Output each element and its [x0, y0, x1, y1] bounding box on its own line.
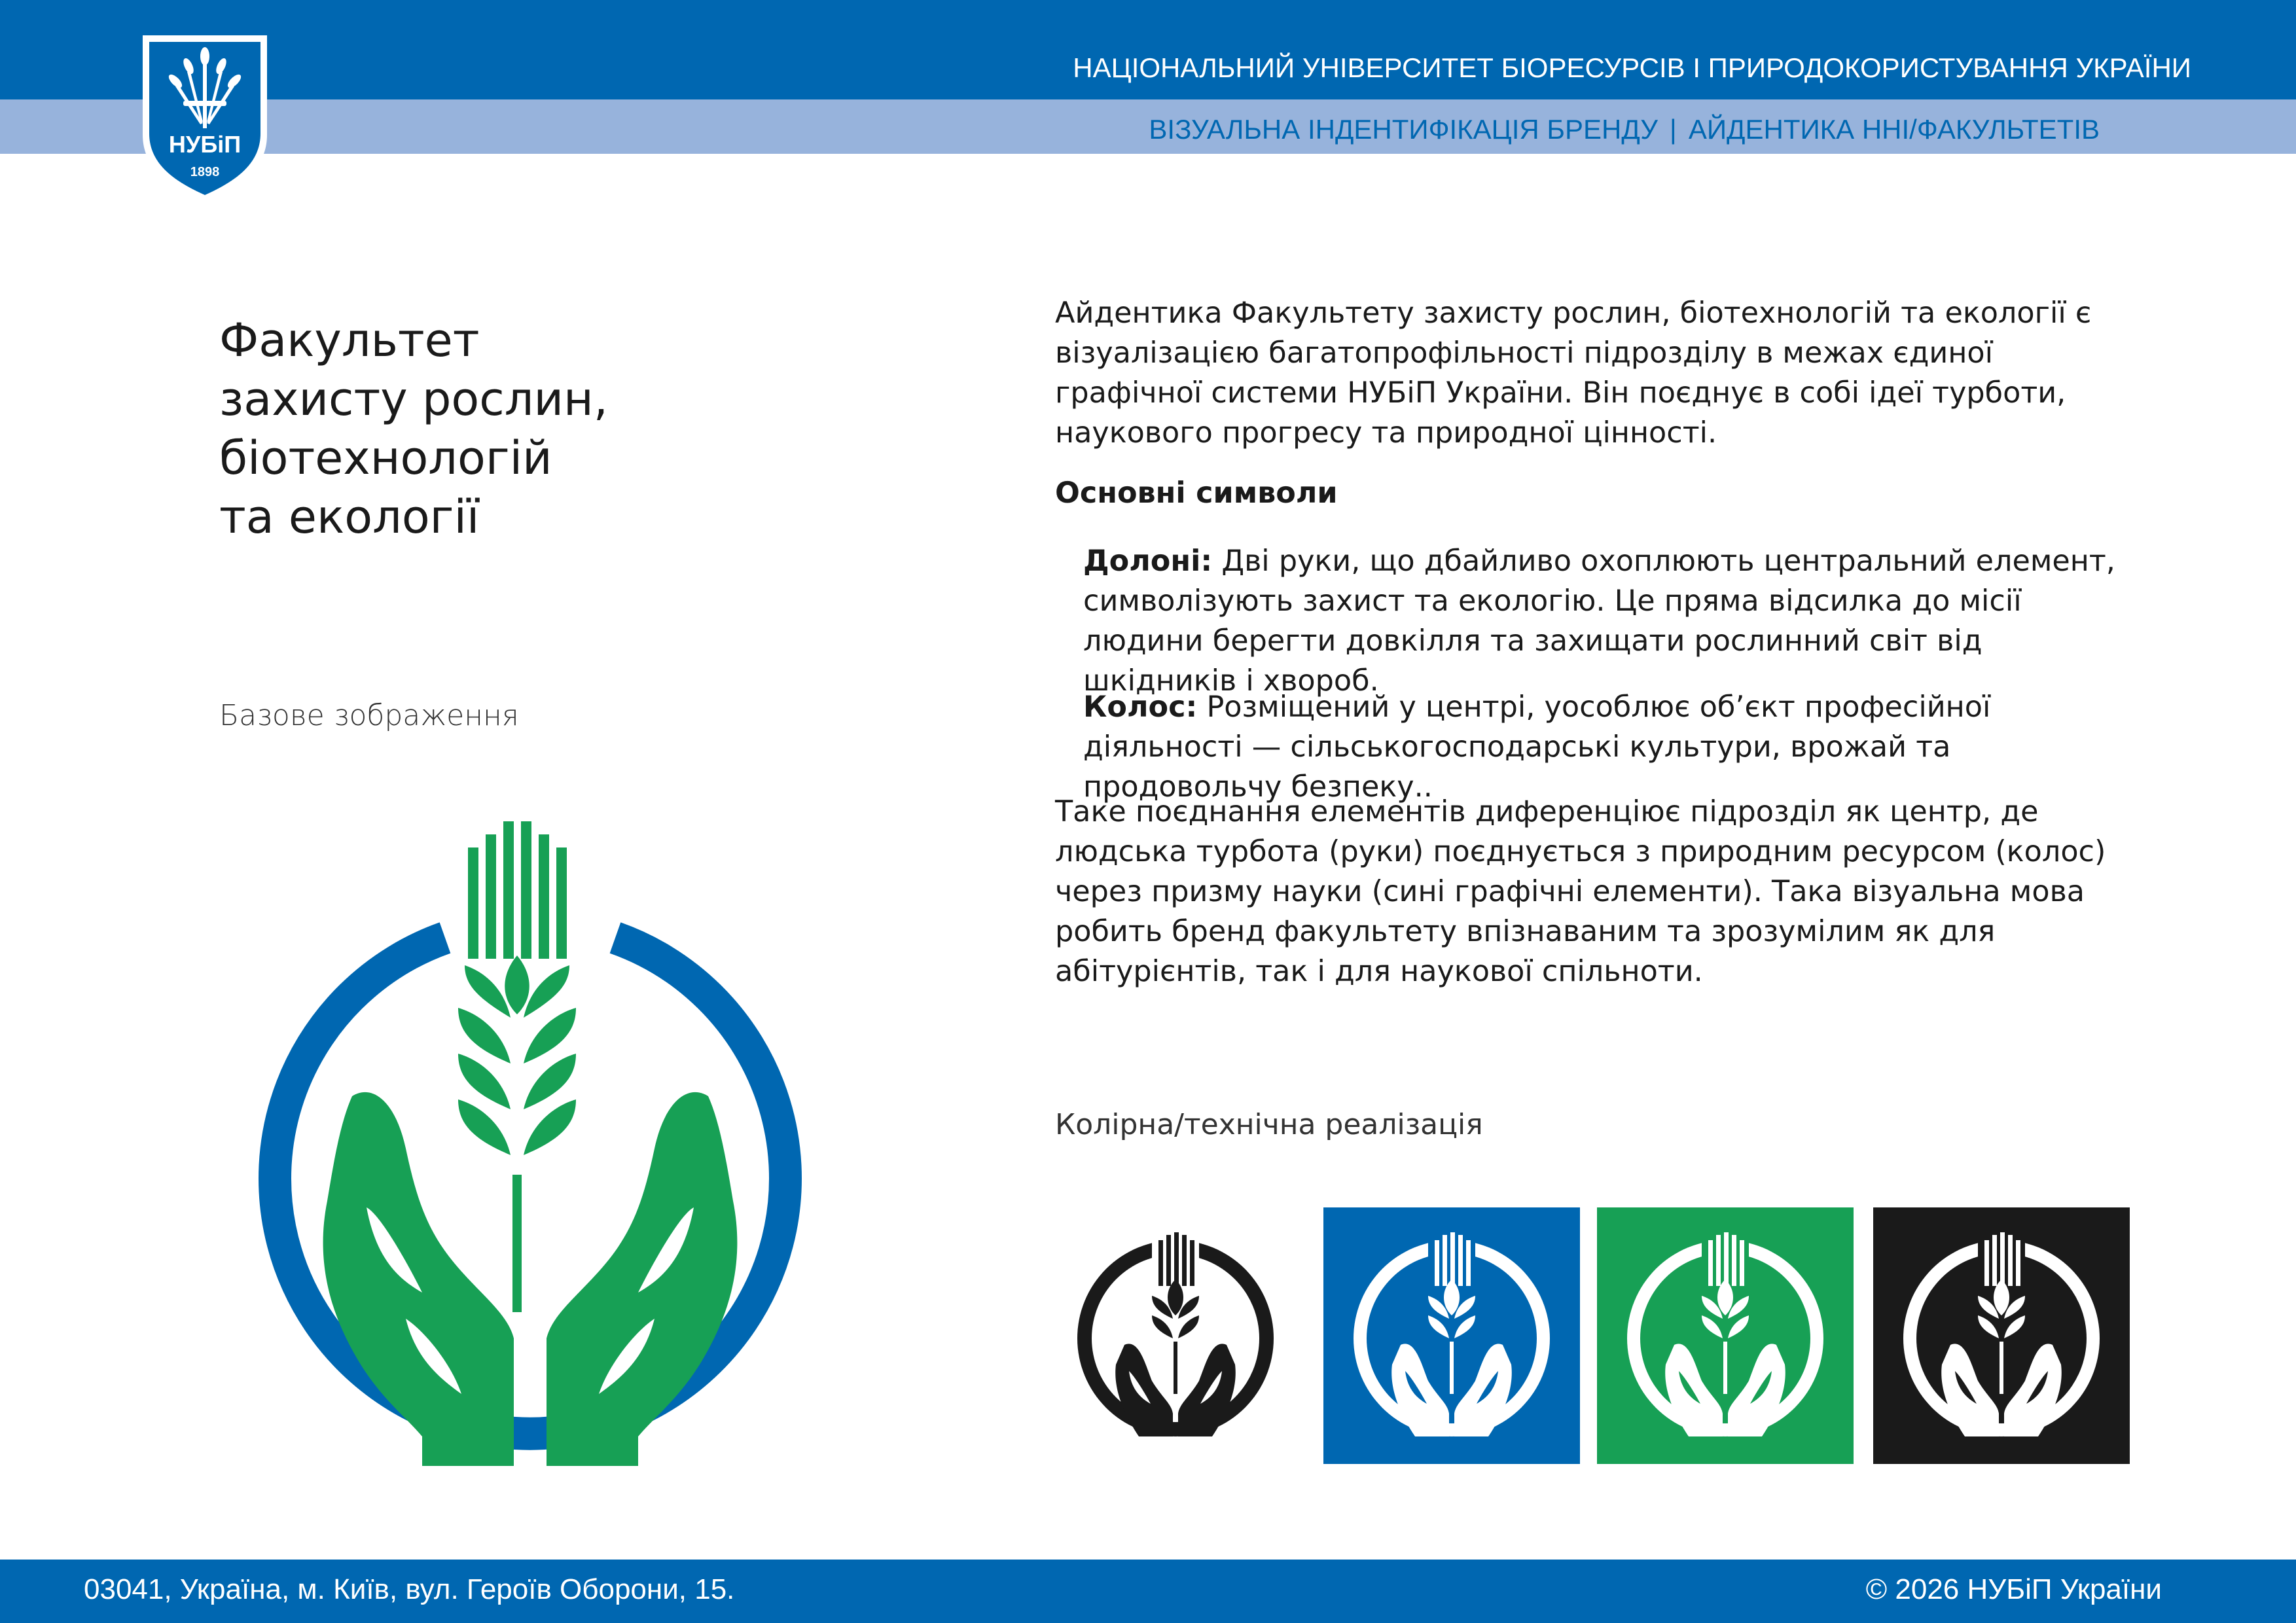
wheat-paragraph [1083, 687, 2130, 807]
wheat-text: Розміщений у центрі, уособлює об’єкт професійної діяльності — сільськогосподарські культури, врожай та продовольчу безпеку.. [1083, 690, 1991, 804]
closing-paragraph: Таке поєднання елементів диференціює підрозділ як центр, де людська турбота (руки) поєднується з природним ресурсом (колос) через призму науки (сині графічні елементи). Така візуальна мова робить бренд факультету впізнаваним та зрозумілим як для абітурієнтів, так і для наукової спільноти. [1055, 795, 2106, 988]
shield-year: 1898 [190, 165, 220, 179]
intro-paragraph [1055, 293, 2128, 453]
shield-abbreviation: НУБіП [168, 131, 242, 158]
header-band [0, 0, 2296, 99]
title-line: та екології [219, 490, 480, 544]
university-name: НАЦІОНАЛЬНИЙ УНІВЕРСИТЕТ БІОРЕСУРСІВ І ПРИРОДОКОРИСТУВАННЯ УКРАЇНИ [1073, 52, 2191, 83]
title-line: захисту рослин, [219, 372, 608, 426]
logo-variant-black [1873, 1207, 2130, 1464]
section-breadcrumb [1149, 114, 2100, 145]
university-shield-logo [137, 30, 272, 207]
wheat-term: Колос: [1083, 690, 1198, 724]
palms-text: Дві руки, що дбайливо охоплюють центральний елемент, символізують захист та екологію. Це пряма відсилка до місії людини берегти довкілля та захищати рослинний світ від шкідників і хвороб. [1083, 544, 2115, 698]
footer-copyright: © 2026 НУБіП України [1865, 1573, 2162, 1605]
logo-variant-black-outline [1047, 1207, 1304, 1464]
palms-term: Долоні: [1083, 544, 1213, 578]
breadcrumb-faculty-identity[interactable]: АЙДЕНТИКА ННІ/ФАКУЛЬТЕТІВ [1688, 114, 2100, 145]
base-image-label: Базове зображення [219, 699, 519, 732]
logo-variant-blue [1323, 1207, 1580, 1464]
faculty-title [219, 311, 743, 546]
faculty-main-logo [242, 808, 818, 1466]
title-line: Факультет [219, 313, 480, 367]
title-line: біотехнологій [219, 431, 552, 485]
footer-address: 03041, Україна, м. Київ, вул. Героїв Оборони, 15. [84, 1573, 735, 1605]
intro-text: Айдентика Факультету захисту рослин, біотехнологій та екології є візуалізацією багатопрофільності підрозділу в межах єдиної графічної системи НУБіП України. Він поєднує в собі ідеї турботи, наукового прогресу та природної цінності. [1055, 296, 2092, 450]
color-implementation-label: Колірна/технічна реалізація [1055, 1108, 1483, 1141]
logo-variant-green [1597, 1207, 1854, 1464]
symbols-heading: Основні символи [1055, 476, 1338, 510]
palms-paragraph [1083, 541, 2130, 701]
breadcrumb-separator: | [1669, 114, 1677, 145]
breadcrumb-brand-identification[interactable]: ВІЗУАЛЬНА ІНДЕНТИФІКАЦІЯ БРЕНДУ [1149, 114, 1658, 145]
